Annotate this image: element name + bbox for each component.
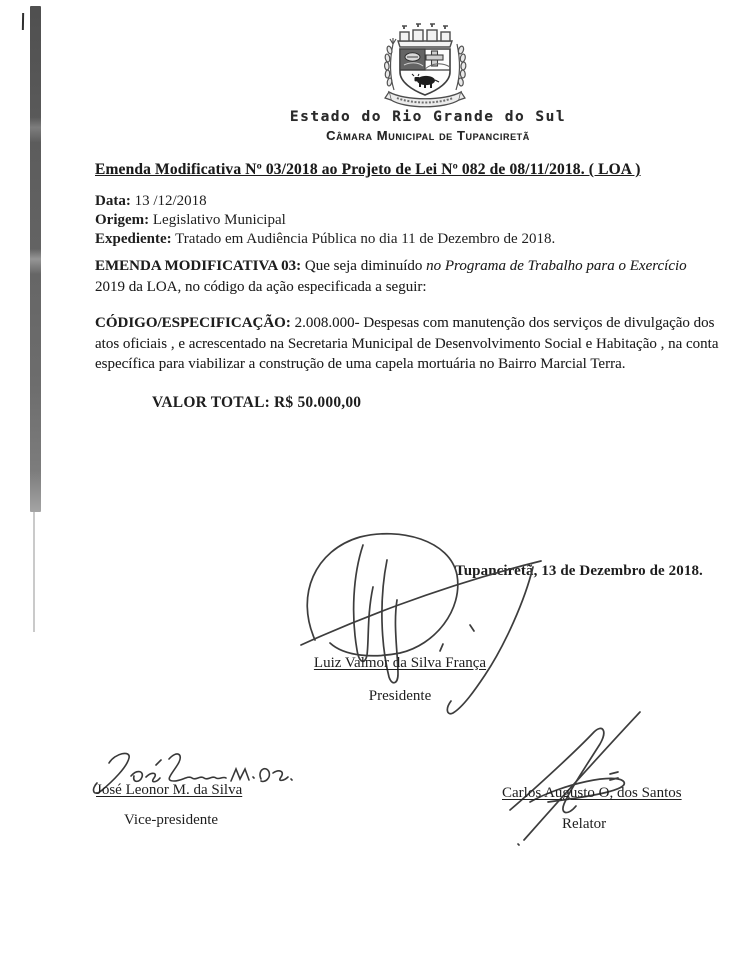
meta-row-origem	[95, 211, 695, 230]
municipal-coat-of-arms-icon	[360, 20, 490, 114]
signature-role-relator: Relator	[562, 816, 607, 832]
meta-value: Legislativo Municipal	[149, 211, 286, 228]
signature-role-president: Presidente	[368, 688, 432, 704]
emenda-text-italic: no Programa de Trabalho para o Exercício	[426, 258, 687, 274]
signature-name-relator: Carlos Augusto O, dos Santos	[502, 785, 682, 801]
meta-row-expediente	[95, 230, 695, 249]
valor-total-line: VALOR TOTAL: R$ 50.000,00	[152, 394, 362, 411]
meta-label: Origem:	[95, 211, 150, 228]
emenda-label: EMENDA MODIFICATIVA 03:	[95, 258, 302, 274]
emenda-text: Que seja diminuído	[301, 258, 427, 274]
meta-value: 13 /12/2018	[130, 193, 207, 209]
emenda-text: 2019 da LOA, no código da ação especificada a seguir:	[95, 278, 427, 295]
header-municipality-line: Câmara Municipal de Tupanciretã	[326, 128, 530, 143]
signature-name-president: Luiz Valmor da Silva França	[313, 655, 487, 671]
paragraph-emenda	[95, 256, 715, 297]
document-title: Emenda Modificativa Nº 03/2018 ao Projeto de Lei Nº 082 de 08/11/2018. ( LOA )	[95, 161, 641, 178]
scan-edge-tick	[22, 13, 24, 30]
meta-row-data	[95, 192, 695, 211]
meta-label: Data:	[95, 193, 131, 209]
meta-label: Expediente:	[95, 230, 172, 247]
dateline: Tupanciretã, 13 de Dezembro de 2018.	[455, 563, 703, 579]
meta-value: Tratado em Audiência Pública no dia 11 de Dezembro de 2018.	[171, 230, 556, 247]
codigo-label: CÓDIGO/ESPECIFICAÇÃO:	[95, 315, 291, 331]
meta-block	[95, 192, 695, 248]
scan-edge-line	[33, 512, 35, 632]
scan-edge-streak	[30, 6, 41, 512]
header-state-line: Estado do Rio Grande do Sul	[289, 109, 567, 125]
signature-role-vice-president: Vice-presidente	[124, 812, 219, 828]
paragraph-codigo	[95, 313, 721, 375]
codigo-text: 2.008.000- Despesas com manutenção dos serviços de divulgação dos atos oficiais , e acrescentado na Secretaria Municipal de Desenvolvimento Social e Habitação , na conta específica para viabilizar a construção de uma capela mortuária no Bairro Marcial Terra.	[95, 315, 719, 373]
signature-name-vice-president: José Leonor M. da Silva	[96, 782, 243, 798]
